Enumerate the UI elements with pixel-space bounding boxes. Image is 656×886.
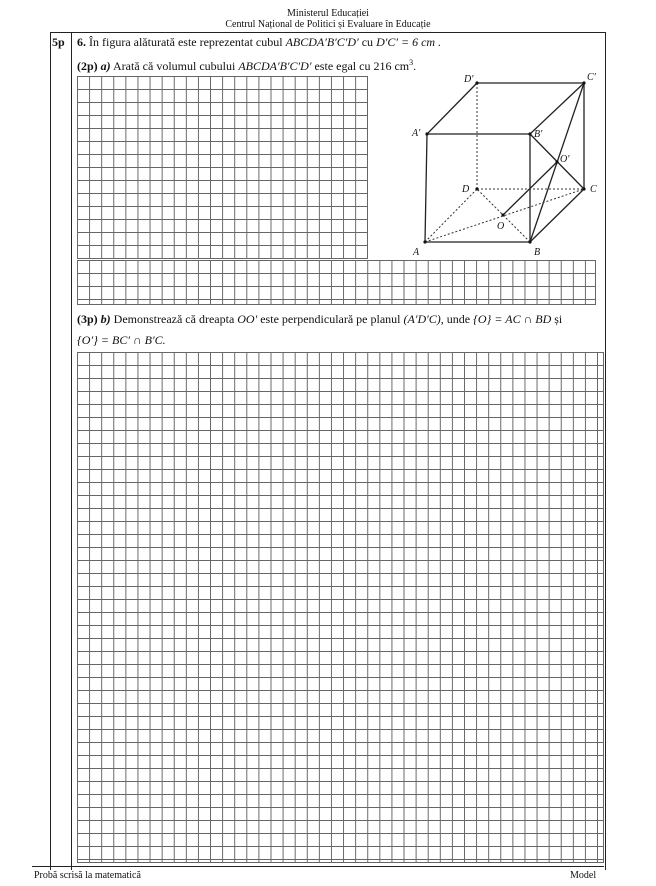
label-a: A (413, 247, 420, 258)
label-b-prime: B′ (534, 129, 543, 140)
edge-a-prime-a (425, 134, 427, 242)
edge-a-prime-d-prime (427, 83, 477, 134)
label-o-prime: O′ (560, 154, 570, 165)
answer-grid-b[interactable] (77, 352, 604, 863)
label-d: D (462, 184, 470, 195)
edge-b-c (530, 189, 584, 242)
frame-left-border (50, 32, 51, 870)
frame-right-border (605, 32, 606, 870)
part-a-statement (77, 58, 416, 74)
cube-figure (405, 70, 605, 260)
footer-divider (32, 866, 604, 867)
header-line-2: Centrul Național de Politici și Evaluare în Educație (225, 19, 431, 30)
part-b-line-name: OO′ (237, 312, 258, 326)
frame-top-border (50, 32, 606, 33)
label-o: O (497, 221, 505, 232)
header-line-1: Ministerul Educației (287, 8, 369, 19)
part-b-text: Demonstrează că dreapta (113, 312, 235, 326)
problem-points: 5p (52, 35, 65, 49)
problem-text: În figura alăturată este reprezentat cubul (89, 35, 283, 49)
part-a-letter: a) (100, 59, 111, 73)
part-b-text2: este perpendiculară pe planul (260, 312, 401, 326)
part-b-set-o: {O} = AC ∩ BD (473, 312, 552, 326)
problem-cube-name: ABCDA′B′C′D′ (285, 35, 359, 49)
part-b-letter: b) (100, 312, 111, 326)
footer-right: Model (570, 870, 597, 881)
problem-statement (77, 35, 441, 50)
part-b-statement-line2 (77, 333, 166, 348)
problem-given: D′C′ = 6 cm . (376, 35, 442, 49)
part-a-exponent: 3 (409, 58, 414, 67)
label-b: B (534, 247, 541, 258)
problem-number: 6. (77, 35, 86, 49)
part-a-text: Arată că volumul cubului (113, 59, 236, 73)
part-a-cube-name: ABCDA′B′C′D′ (238, 59, 312, 73)
problem-connector: cu (361, 35, 374, 49)
footer-left: Probă scrisă la matematică (34, 870, 141, 881)
part-a-end: . (413, 59, 417, 73)
part-a-text2: este egal cu (314, 59, 371, 73)
part-a-points: (2p) (77, 59, 98, 73)
label-a-prime: A′ (412, 128, 421, 139)
hidden-edge-a-d (425, 189, 477, 242)
label-c-prime: C′ (587, 72, 596, 83)
answer-grid-a-upper[interactable] (77, 76, 368, 259)
part-b-set-o-prime: {O′} = BC′ ∩ B′C. (77, 333, 166, 347)
part-b-statement (77, 312, 603, 327)
frame-points-divider (71, 32, 72, 870)
part-b-plane: (A′D′C) (403, 312, 441, 326)
answer-grid-a-lower[interactable] (77, 260, 596, 305)
part-b-conj: și (554, 312, 563, 326)
part-b-text3: , unde (440, 312, 471, 326)
label-c: C (590, 184, 597, 195)
part-b-points: (3p) (77, 312, 98, 326)
label-d-prime: D′ (464, 74, 474, 85)
part-a-value: 216 cm (373, 59, 410, 73)
